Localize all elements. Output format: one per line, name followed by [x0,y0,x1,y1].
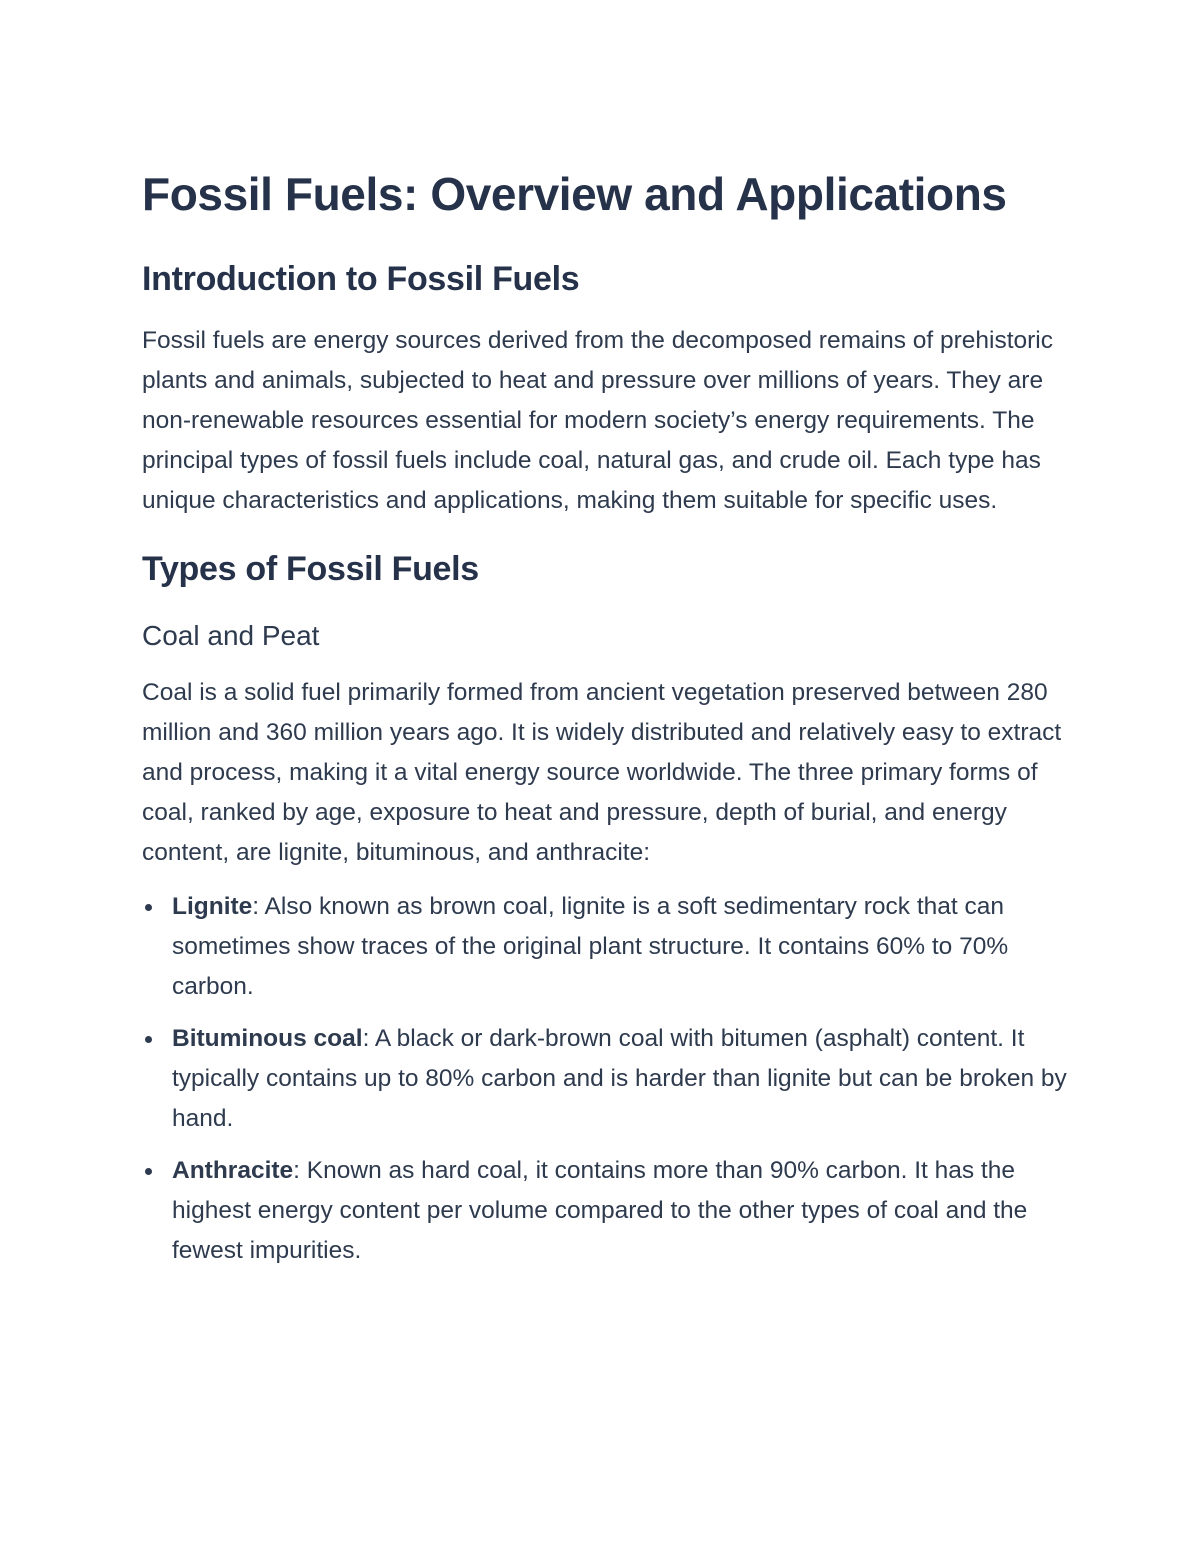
list-item-term: Anthracite [172,1157,294,1184]
bullet-icon [145,1036,152,1043]
intro-heading: Introduction to Fossil Fuels [142,260,580,298]
coal-paragraph: Coal is a solid fuel primarily formed from ancient vegetation preserved between 280 million and 360 million years ago. It is widely distributed and relatively easy to extract and process, making it a vital energy source worldwide. The three primary forms of coal, ranked by age, exposure to heat and pressure, depth of burial, and energy content, are lignite, bituminous, and anthracite: [142,679,1062,866]
types-heading: Types of Fossil Fuels [142,550,479,588]
coal-types-list [142,887,1072,1271]
list-item-term: Lignite [172,893,253,920]
list-item-description: : Known as hard coal, it contains more than 90% carbon. It has the highest energy content per volume compared to the other types of coal and the fewest impurities. [172,1157,1028,1264]
intro-paragraph: Fossil fuels are energy sources derived from the decomposed remains of prehistoric plants and animals, subjected to heat and pressure over millions of years. They are non-renewable resources essential for modern society’s energy requirements. The principal types of fossil fuels include coal, natural gas, and crude oil. Each type has unique characteristics and applications, making them suitable for specific uses. [142,327,1053,514]
list-item-anthracite [142,1151,1072,1271]
list-item-description: : Also known as brown coal, lignite is a soft sedimentary rock that can sometimes show traces of the original plant structure. It contains 60% to 70% carbon. [172,893,1009,1000]
bullet-icon [145,1168,152,1175]
document-title: Fossil Fuels: Overview and Applications [142,168,1007,220]
list-item-lignite [142,887,1072,1007]
list-item-description: : A black or dark-brown coal with bitumen (asphalt) content. It typically contains up to 80% carbon and is harder than lignite but can be broken by hand. [172,1025,1067,1132]
document-page [142,163,1072,1283]
list-item-term: Bituminous coal [172,1025,363,1052]
bullet-icon [145,904,152,911]
list-item-bituminous [142,1019,1072,1139]
coal-heading: Coal and Peat [142,620,320,651]
